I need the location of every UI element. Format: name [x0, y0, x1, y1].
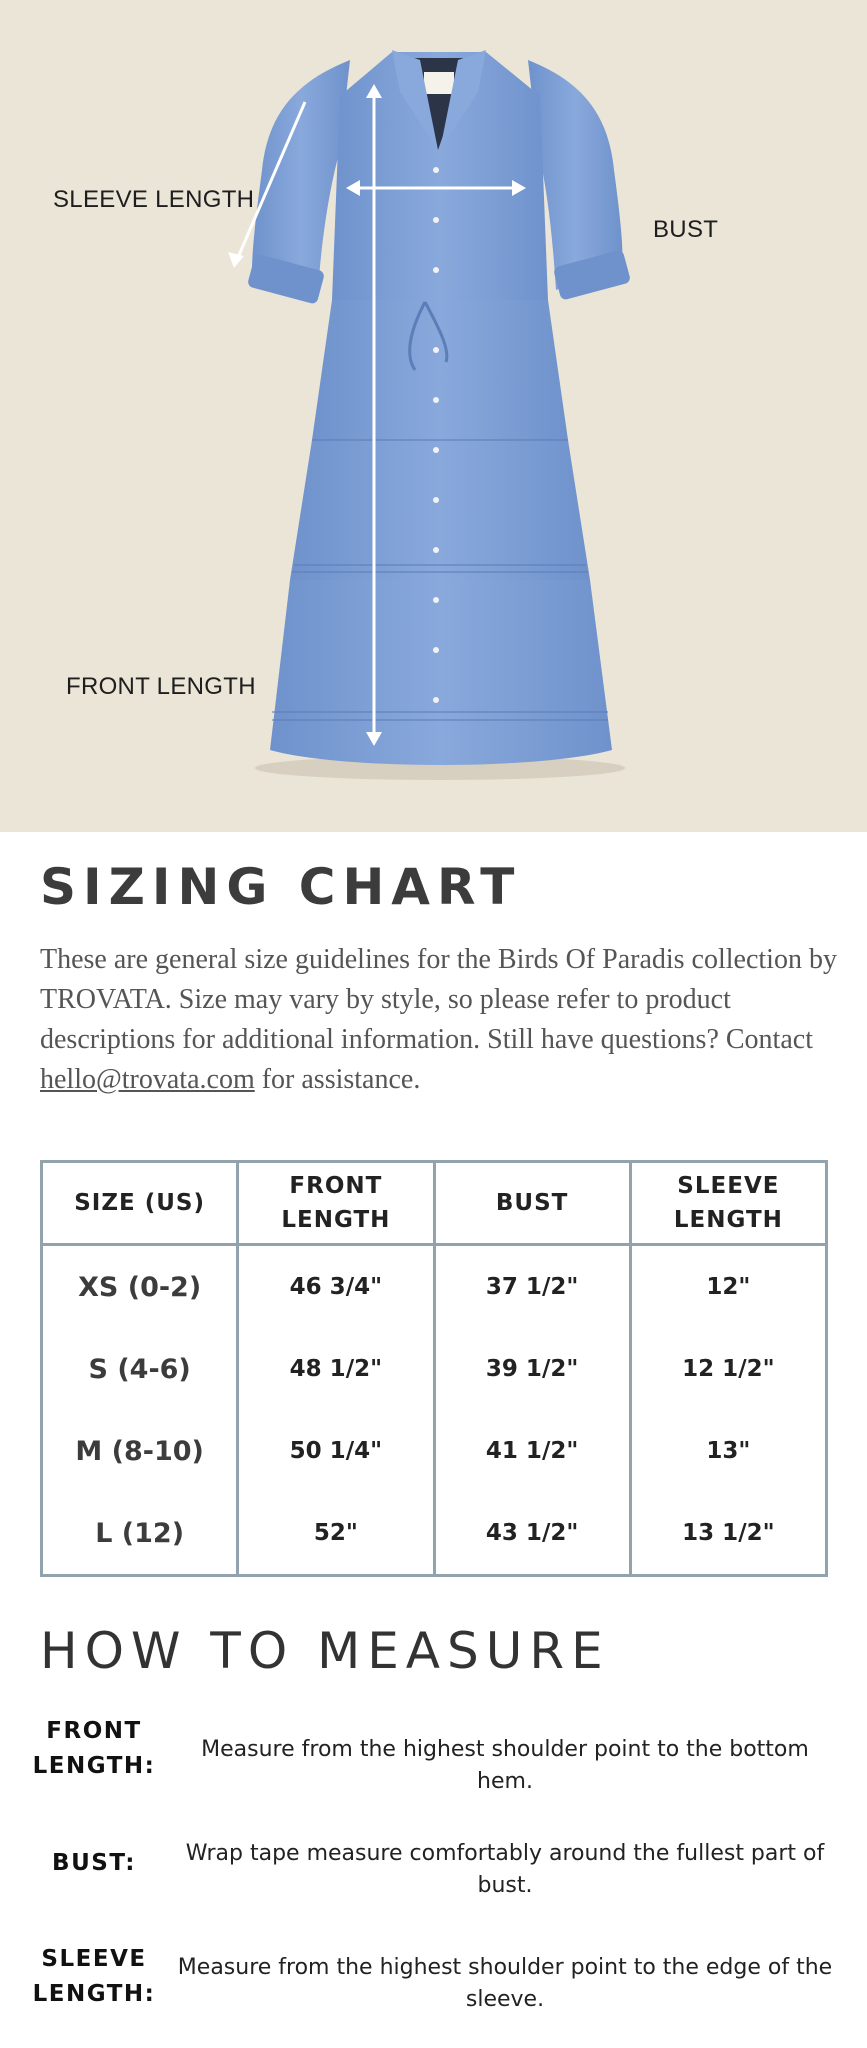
sizing-intro-paragraph — [40, 940, 840, 1100]
dress-illustration — [0, 0, 867, 832]
measure-label: FRONT LENGTH: — [32, 1718, 156, 1779]
table-header-row — [42, 1162, 827, 1245]
cell-front-length: 50 1/4" — [238, 1410, 434, 1492]
header-bust: BUST — [434, 1162, 630, 1245]
cell-sleeve-length: 13 1/2" — [630, 1492, 826, 1576]
intro-text: These are general size guidelines for the Birds Of Paradis collection by TROVATA. Size may vary by style, so please refer to product descriptions for additional information. Still have questions? Contact — [40, 944, 837, 1055]
cell-size: L (12) — [42, 1492, 238, 1576]
product-hero-image — [0, 0, 867, 832]
cell-bust: 43 1/2" — [434, 1492, 630, 1576]
table-row — [42, 1410, 827, 1492]
measure-item-front-length — [30, 1712, 840, 1794]
measure-description: Measure from the highest shoulder point to the edge of the sleeve. — [177, 1955, 833, 2012]
intro-suffix: for assistance. — [261, 1064, 421, 1095]
sleeve-length-callout: SLEEVE LENGTH — [53, 186, 255, 213]
header-sleeve-length: SLEEVE LENGTH — [630, 1162, 826, 1245]
measure-item-bust — [30, 1838, 840, 1908]
cell-front-length: 52" — [238, 1492, 434, 1576]
measure-label: BUST: — [52, 1850, 136, 1876]
table-row — [42, 1492, 827, 1576]
cell-size: S (4-6) — [42, 1328, 238, 1410]
cell-sleeve-length: 13" — [630, 1410, 826, 1492]
cell-front-length: 46 3/4" — [238, 1245, 434, 1329]
measure-description: Wrap tape measure comfortably around the fullest part of bust. — [185, 1841, 825, 1898]
sizing-chart-title: SIZING CHART — [40, 858, 522, 916]
cell-sleeve-length: 12 1/2" — [630, 1328, 826, 1410]
cell-bust: 39 1/2" — [434, 1328, 630, 1410]
cell-size: M (8-10) — [42, 1410, 238, 1492]
measure-label: SLEEVE LENGTH: — [32, 1946, 156, 2007]
cell-size: XS (0-2) — [42, 1245, 238, 1329]
front-length-callout: FRONT LENGTH — [66, 673, 256, 700]
how-to-measure-title: HOW TO MEASURE — [40, 1622, 610, 1680]
cell-bust: 41 1/2" — [434, 1410, 630, 1492]
table-row — [42, 1245, 827, 1329]
cell-sleeve-length: 12" — [630, 1245, 826, 1329]
header-size: SIZE (US) — [42, 1162, 238, 1245]
bust-callout: BUST — [653, 216, 719, 243]
table-row — [42, 1328, 827, 1410]
header-front-length: FRONT LENGTH — [238, 1162, 434, 1245]
measure-item-sleeve-length — [30, 1942, 840, 2018]
size-table — [40, 1160, 828, 1577]
cell-front-length: 48 1/2" — [238, 1328, 434, 1410]
contact-email-link[interactable]: hello@trovata.com — [40, 1064, 255, 1095]
measure-description: Measure from the highest shoulder point to the bottom hem. — [201, 1737, 809, 1794]
cell-bust: 37 1/2" — [434, 1245, 630, 1329]
